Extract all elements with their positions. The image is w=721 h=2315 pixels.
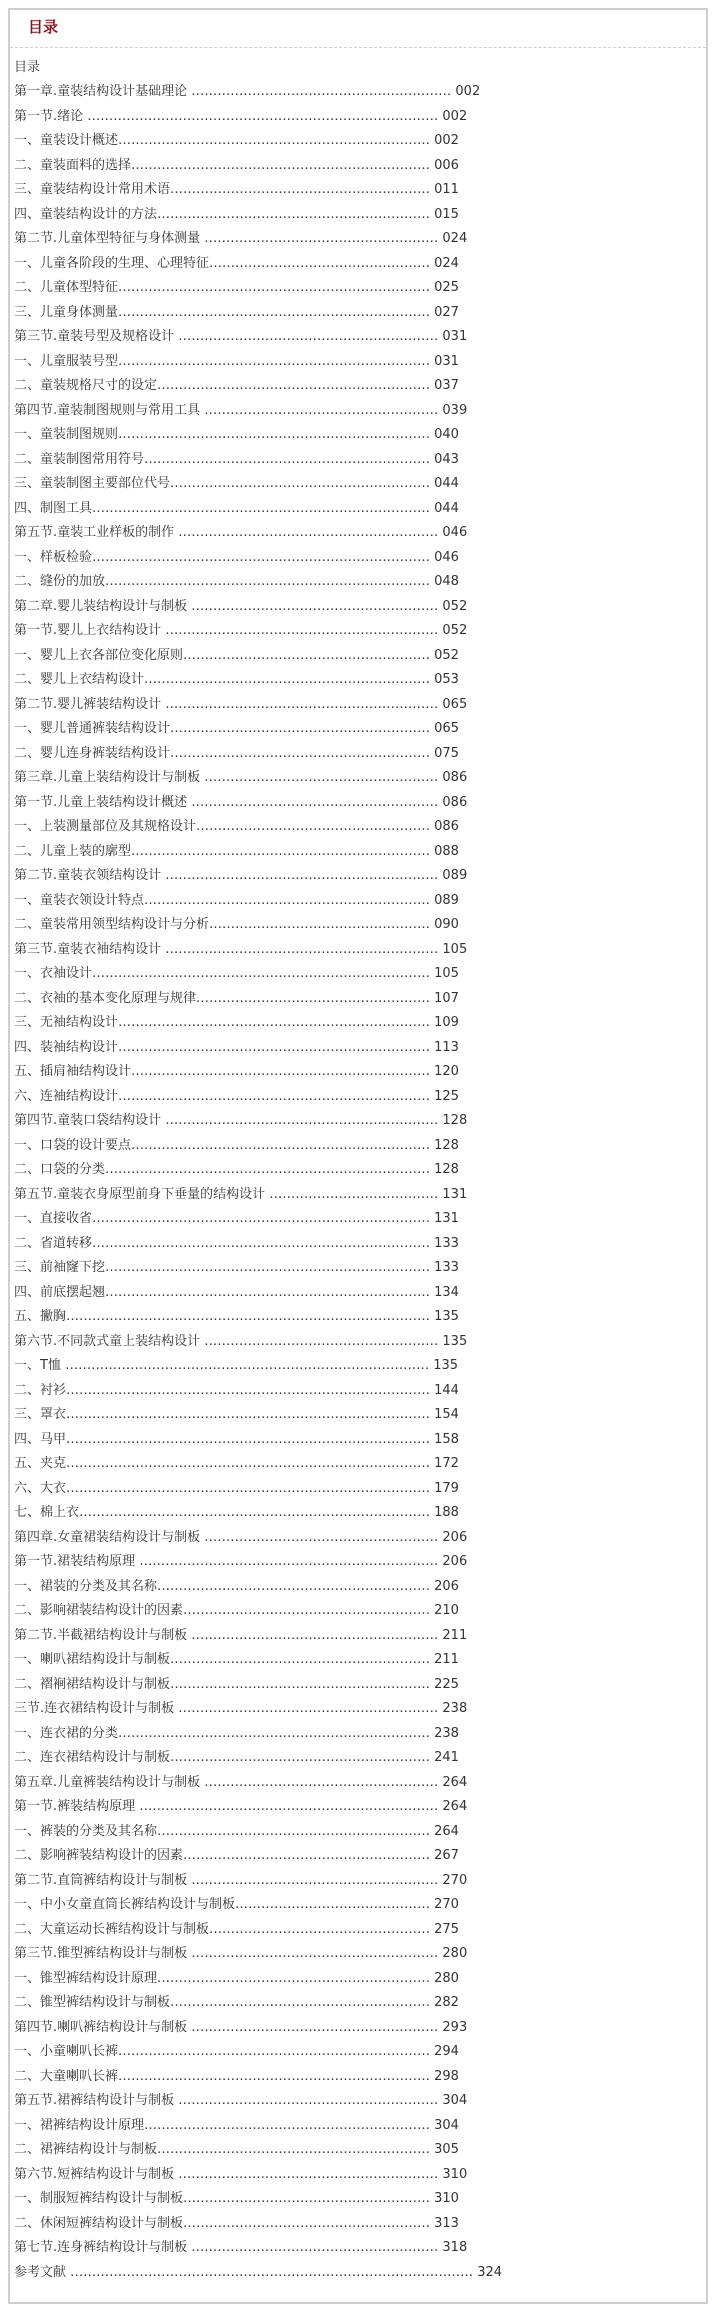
toc-entry: 七、棉上衣……………………………………………………………………… 188 (14, 1505, 459, 1520)
toc-entry: 一、婴儿上衣各部位变化原则………………………………………………… 052 (14, 647, 459, 663)
toc-entry: 第六节.不同款式童上装结构设计 ……………………………………………… 135 (14, 1333, 468, 1349)
toc-entry: 二、休闲短裤结构设计与制板………………………………………………… 313 (14, 2215, 459, 2231)
toc-entry: 四、马甲………………………………………………………………………… 158 (14, 1431, 459, 1447)
toc-entry: 第三节.童装衣袖结构设计 ……………………………………………………… 105 (14, 941, 468, 957)
toc-entry: 二、大童喇叭长裤……………………………………………………………… 298 (14, 2068, 459, 2084)
toc-entry: 一、衣袖设计…………………………………………………………………… 105 (14, 966, 459, 981)
toc-entry: 六、连袖结构设计……………………………………………………………… 125 (14, 1088, 459, 1104)
toc-entry: 第四章.女童裙装结构设计与制板 ……………………………………………… 206 (14, 1529, 468, 1545)
toc-entry: 二、连衣裙结构设计与制板…………………………………………………… 241 (14, 1750, 459, 1765)
toc-entry: 三、罩衣………………………………………………………………………… 154 (14, 1407, 459, 1422)
toc-entry: 四、前底摆起翘………………………………………………………………… 134 (14, 1284, 459, 1300)
toc-entry: 二、婴儿连身裤装结构设计…………………………………………………… 075 (14, 745, 459, 761)
toc-entry: 第一节.绪论 ……………………………………………………………………… 002 (14, 108, 468, 124)
toc-entry: 二、童装常用领型结构设计与分析…………………………………………… 090 (14, 917, 459, 932)
toc-entry: 六、大衣………………………………………………………………………… 179 (14, 1480, 459, 1496)
toc-entry: 二、大童运动长裤结构设计与制板…………………………………………… 275 (14, 1921, 459, 1937)
toc-entry: 第一节.裙装结构原理 …………………………………………………………… 206 (14, 1554, 468, 1569)
toc-entry: 第二节.儿童体型特征与身体测量 ……………………………………………… 024 (14, 231, 468, 246)
toc-entry: 一、童装制图规则……………………………………………………………… 040 (14, 427, 459, 442)
toc-entry: 第一节.儿童上装结构设计概述 ………………………………………………… 086 (14, 794, 468, 810)
toc-entry: 一、锥型裤结构设计原理……………………………………………………… 280 (14, 1970, 459, 1986)
toc-entry: 一、裙装的分类及其名称……………………………………………………… 206 (14, 1578, 459, 1594)
toc-entry: 一、儿童各阶段的生理、心理特征…………………………………………… 024 (14, 255, 459, 271)
toc-entry: 第二节.直筒裤结构设计与制板 ………………………………………………… 270 (14, 1872, 468, 1888)
toc-entry: 二、儿童体型特征……………………………………………………………… 025 (14, 280, 459, 295)
toc-entry: 一、制服短裤结构设计与制板………………………………………………… 310 (14, 2191, 459, 2206)
toc-entry: 二、童装面料的选择…………………………………………………………… 006 (14, 157, 459, 173)
toc-entry: 第三章.儿童上装结构设计与制板 ……………………………………………… 086 (14, 770, 468, 785)
panel-header (10, 10, 706, 48)
table-of-contents (14, 56, 674, 2285)
toc-entry: 一、口袋的设计要点…………………………………………………………… 128 (14, 1137, 459, 1153)
toc-entry: 参考文献 ………………………………………………………………………………… 324 (14, 2264, 503, 2280)
toc-entry: 第七节.连身裤结构设计与制板 ………………………………………………… 318 (14, 2240, 468, 2255)
toc-lines (14, 80, 674, 2285)
toc-entry: 第四节.喇叭裤结构设计与制板 ………………………………………………… 293 (14, 2019, 468, 2035)
toc-entry: 二、裙裤结构设计与制板……………………………………………………… 305 (14, 2142, 459, 2157)
toc-entry: 一、童装设计概述……………………………………………………………… 002 (14, 133, 459, 148)
toc-entry: 第三节.童装号型及规格设计 …………………………………………………… 031 (14, 329, 468, 344)
toc-entry: 二、童装规格尺寸的设定……………………………………………………… 037 (14, 378, 459, 393)
toc-entry: 第四节.童装口袋结构设计 ……………………………………………………… 128 (14, 1113, 468, 1128)
toc-entry: 四、制图工具…………………………………………………………………… 044 (14, 500, 459, 516)
toc-entry: 二、影响裤装结构设计的因素………………………………………………… 267 (14, 1848, 459, 1863)
toc-entry: 二、衣袖的基本变化原理与规律……………………………………………… 107 (14, 990, 459, 1006)
toc-entry: 一、直接收省…………………………………………………………………… 131 (14, 1211, 459, 1226)
toc-entry: 一、裤装的分类及其名称……………………………………………………… 264 (14, 1823, 459, 1839)
toc-entry: 一、童装衣领设计特点………………………………………………………… 089 (14, 892, 459, 908)
toc-entry: 一、连衣裙的分类……………………………………………………………… 238 (14, 1725, 459, 1741)
toc-entry: 第二节.半截裙结构设计与制板 ………………………………………………… 211 (14, 1627, 468, 1643)
toc-entry: 第六节.短裤结构设计与制板 …………………………………………………… 310 (14, 2166, 468, 2182)
toc-entry: 一、中小女童直筒长裤结构设计与制板……………………………………… 270 (14, 1897, 459, 1912)
toc-entry: 五、插肩袖结构设计…………………………………………………………… 120 (14, 1064, 459, 1079)
toc-entry: 三、无袖结构设计……………………………………………………………… 109 (14, 1015, 459, 1030)
toc-entry: 二、口袋的分类………………………………………………………………… 128 (14, 1162, 459, 1177)
toc-entry: 三、童装制图主要部位代号…………………………………………………… 044 (14, 476, 459, 491)
panel-title: 目录 (28, 18, 59, 36)
toc-entry: 第三节.锥型裤结构设计与制板 ………………………………………………… 280 (14, 1946, 468, 1961)
toc-entry: 三、前袖窿下挖………………………………………………………………… 133 (14, 1260, 459, 1275)
toc-entry: 第二节.童装衣领结构设计 ……………………………………………………… 089 (14, 868, 468, 883)
toc-entry: 二、锥型裤结构设计与制板…………………………………………………… 282 (14, 1995, 459, 2010)
toc-entry: 二、褶裥裙结构设计与制板…………………………………………………… 225 (14, 1676, 459, 1692)
toc-entry: 一、婴儿普通裤装结构设计…………………………………………………… 065 (14, 721, 459, 736)
toc-entry: 二、省道转移…………………………………………………………………… 133 (14, 1235, 459, 1251)
toc-entry: 二、衬衫………………………………………………………………………… 144 (14, 1382, 459, 1398)
toc-entry: 第二章.婴儿装结构设计与制板 ………………………………………………… 052 (14, 598, 468, 614)
toc-entry: 第一节.婴儿上衣结构设计 ……………………………………………………… 052 (14, 623, 468, 638)
toc-entry: 二、婴儿上衣结构设计………………………………………………………… 053 (14, 672, 459, 687)
toc-entry: 一、小童喇叭长裤……………………………………………………………… 294 (14, 2044, 459, 2059)
toc-entry: 三、儿童身体测量……………………………………………………………… 027 (14, 304, 459, 320)
toc-entry: 四、童装结构设计的方法……………………………………………………… 015 (14, 206, 459, 222)
toc-entry: 第四节.童装制图规则与常用工具 ……………………………………………… 039 (14, 402, 468, 418)
toc-entry: 第五节.童装工业样板的制作 …………………………………………………… 046 (14, 525, 468, 540)
toc-entry: 第五节.裙裤结构设计与制板 …………………………………………………… 304 (14, 2093, 468, 2108)
toc-entry: 二、缝份的加放………………………………………………………………… 048 (14, 574, 459, 589)
toc-entry: 一、儿童服装号型……………………………………………………………… 031 (14, 353, 459, 369)
toc-entry: 一、上装测量部位及其规格设计……………………………………………… 086 (14, 819, 459, 834)
toc-entry: 第二节.婴儿裤装结构设计 ……………………………………………………… 065 (14, 696, 468, 712)
toc-entry: 第五节.童装衣身原型前身下垂量的结构设计 ………………………………… 131 (14, 1186, 468, 1202)
toc-entry: 第一节.裤装结构原理 …………………………………………………………… 264 (14, 1799, 468, 1814)
toc-entry: 一、喇叭裙结构设计与制板…………………………………………………… 211 (14, 1652, 459, 1667)
toc-heading: 目录 (14, 60, 41, 75)
toc-entry: 二、童装制图常用符号………………………………………………………… 043 (14, 451, 459, 467)
toc-entry: 一、样板检验…………………………………………………………………… 046 (14, 549, 459, 565)
toc-entry: 五、撇胸………………………………………………………………………… 135 (14, 1309, 459, 1324)
toc-entry: 三节.连衣裙结构设计与制板 …………………………………………………… 238 (14, 1701, 468, 1716)
toc-entry: 二、影响裙装结构设计的因素………………………………………………… 210 (14, 1603, 459, 1618)
toc-entry: 第一章.童装结构设计基础理论 …………………………………………………… 002 (14, 84, 481, 99)
toc-entry: 二、儿童上装的廓型…………………………………………………………… 088 (14, 843, 459, 859)
toc-entry: 五、夹克………………………………………………………………………… 172 (14, 1456, 459, 1471)
toc-entry: 一、裙裤结构设计原理………………………………………………………… 304 (14, 2117, 459, 2133)
toc-entry: 四、装袖结构设计……………………………………………………………… 113 (14, 1039, 459, 1055)
toc-entry: 三、童装结构设计常用术语…………………………………………………… 011 (14, 182, 459, 197)
toc-entry: 第五章.儿童裤装结构设计与制板 ……………………………………………… 264 (14, 1774, 468, 1790)
toc-entry: 一、T恤 ………………………………………………………………………… 135 (14, 1358, 459, 1373)
